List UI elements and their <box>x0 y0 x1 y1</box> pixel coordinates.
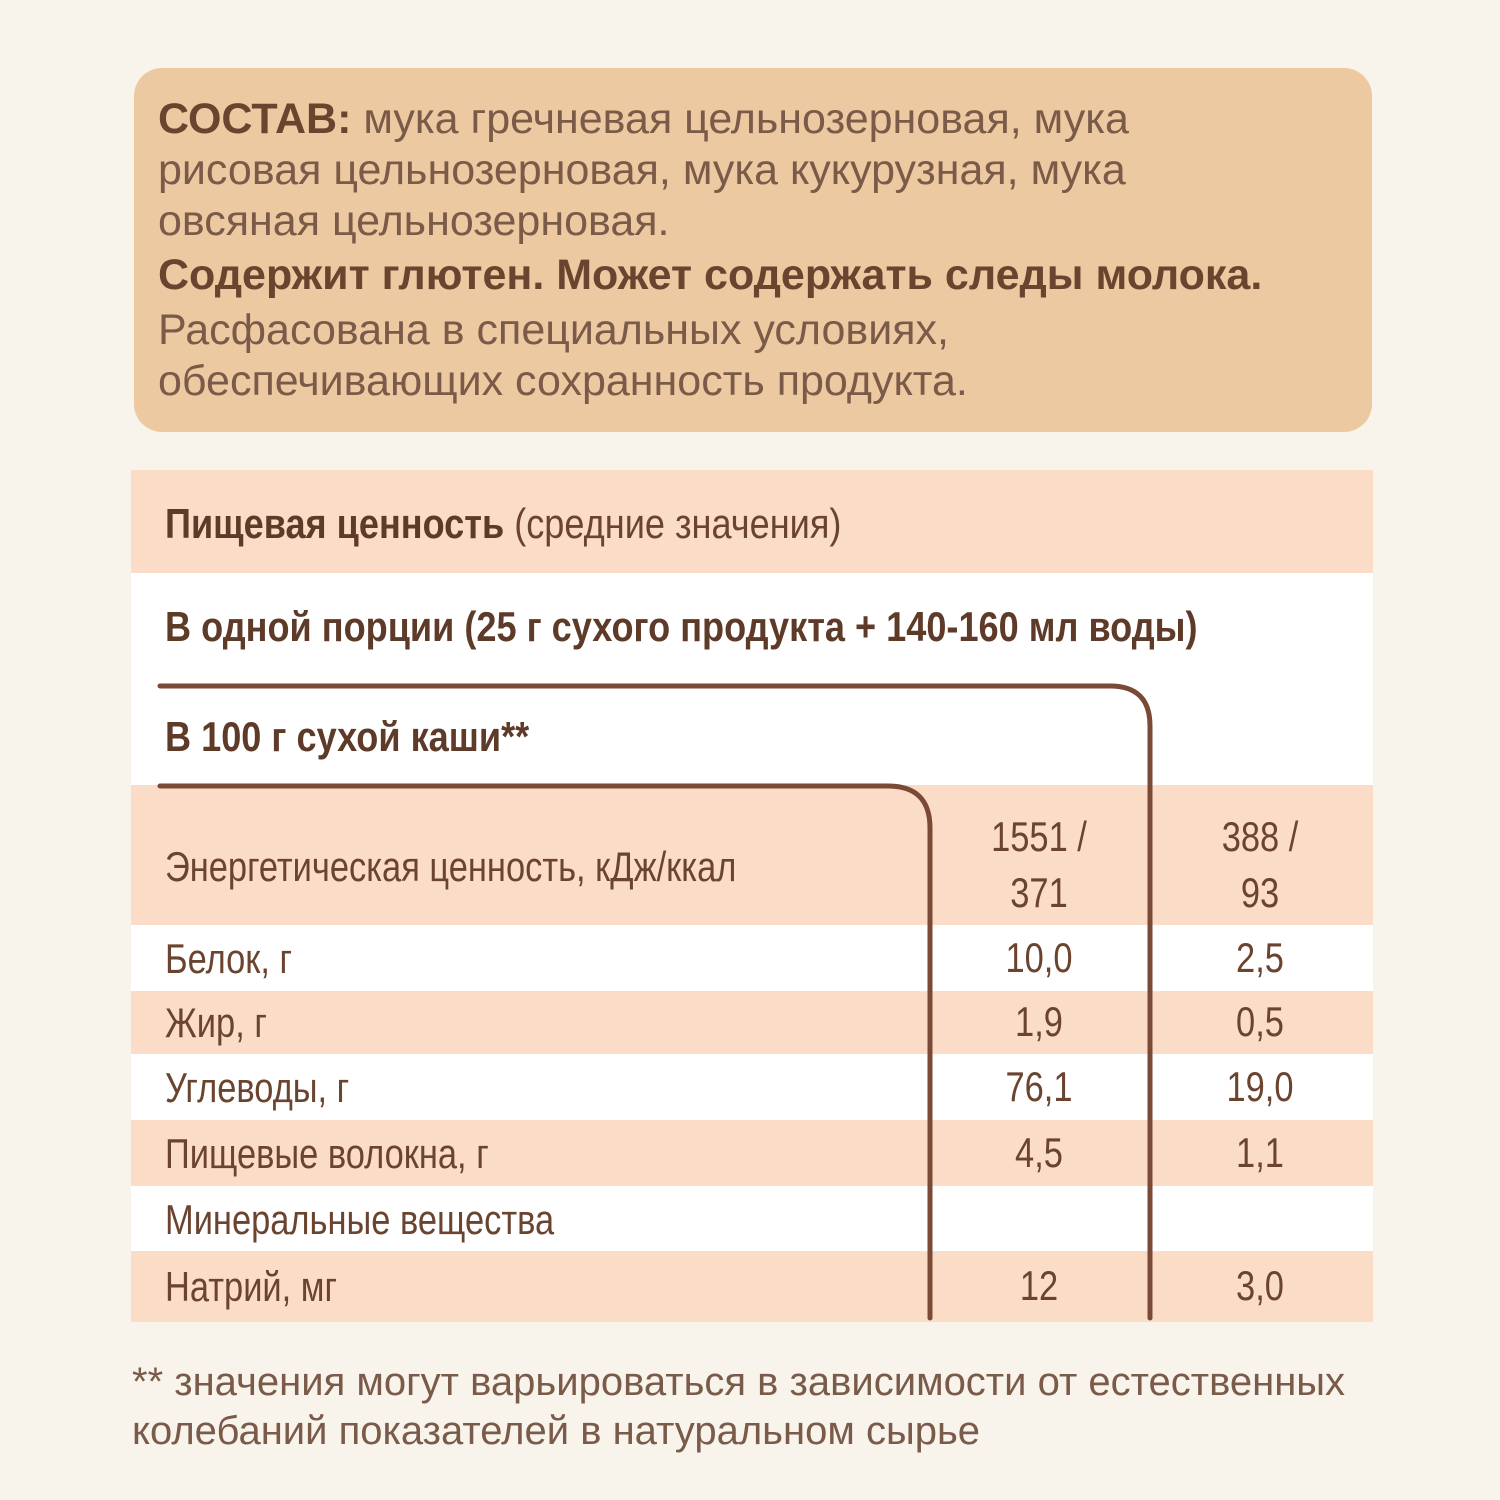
packaging-line-1: Расфасована в специальных условиях, <box>158 306 949 354</box>
portion-value: 1,1 <box>1236 1129 1284 1176</box>
ingredients-text <box>158 94 1372 247</box>
allergen-warning: Содержит глютен. Может содержать следы молока. <box>158 251 1263 299</box>
per100-value-line-2: 371 <box>1010 869 1068 916</box>
per100-value: 4,5 <box>1015 1129 1063 1176</box>
portion-value: 19,0 <box>1226 1063 1294 1110</box>
table-row <box>131 1251 1373 1322</box>
table-row <box>131 991 1373 1054</box>
table-row <box>131 1186 1373 1251</box>
table-row <box>131 1120 1373 1186</box>
table-row <box>131 785 1373 925</box>
per100-value-line-1: 1551 / <box>991 813 1087 860</box>
row-label: Углеводы, г <box>165 1064 350 1111</box>
per-portion-header-row <box>131 573 1373 683</box>
per-100g-header-row <box>131 683 1373 785</box>
footnote <box>132 1358 1392 1456</box>
composition-label: СОСТАВ: <box>158 95 352 143</box>
per-100g-header: В 100 г сухой каши** <box>165 713 530 760</box>
nutrition-title-rest: (средние значения) <box>504 500 842 547</box>
row-label: Белок, г <box>165 935 293 982</box>
row-label: Пищевые волокна, г <box>165 1130 489 1177</box>
nutrition-title <box>165 500 841 548</box>
per100-value: 76,1 <box>1005 1063 1073 1110</box>
row-label: Жир, г <box>165 999 267 1046</box>
nutrition-table <box>131 470 1373 1322</box>
table-row <box>131 1054 1373 1120</box>
ingredients-line-3: овсяная цельнозерновая. <box>158 197 670 245</box>
per100-value: 1,9 <box>1015 998 1063 1045</box>
nutrition-title-bold: Пищевая ценность <box>165 500 505 547</box>
portion-value-line-1: 388 / <box>1221 813 1299 860</box>
packaging-line-2: обеспечивающих сохранность продукта. <box>158 357 968 405</box>
row-label: Минеральные вещества <box>165 1196 555 1243</box>
per100-value <box>973 809 1104 921</box>
per-portion-header: В одной порции (25 г сухого продукта + 140-160 мл воды) <box>165 603 1198 650</box>
row-label: Энергетическая ценность, кДж/ккал <box>165 843 737 890</box>
portion-value <box>1194 809 1325 921</box>
per100-value: 12 <box>1019 1262 1059 1309</box>
footnote-line-1: ** значения могут варьироваться в зависимости от естественных <box>132 1360 1346 1404</box>
row-label: Натрий, мг <box>165 1263 338 1310</box>
ingredients-line-2: рисовая цельнозерновая, мука кукурузная, мука <box>158 146 1126 194</box>
ingredients-line-1: мука гречневая цельнозерновая, мука <box>351 95 1129 143</box>
packaging-note <box>158 305 1372 407</box>
portion-value: 3,0 <box>1236 1262 1284 1309</box>
nutrition-title-row <box>131 470 1373 573</box>
portion-value: 2,5 <box>1236 934 1284 981</box>
per100-value: 10,0 <box>1005 934 1073 981</box>
portion-value-line-2: 93 <box>1240 869 1280 916</box>
footnote-line-2: колебаний показателей в натуральном сырье <box>132 1409 981 1453</box>
composition-box <box>134 68 1372 432</box>
table-row <box>131 925 1373 991</box>
portion-value: 0,5 <box>1236 998 1284 1045</box>
